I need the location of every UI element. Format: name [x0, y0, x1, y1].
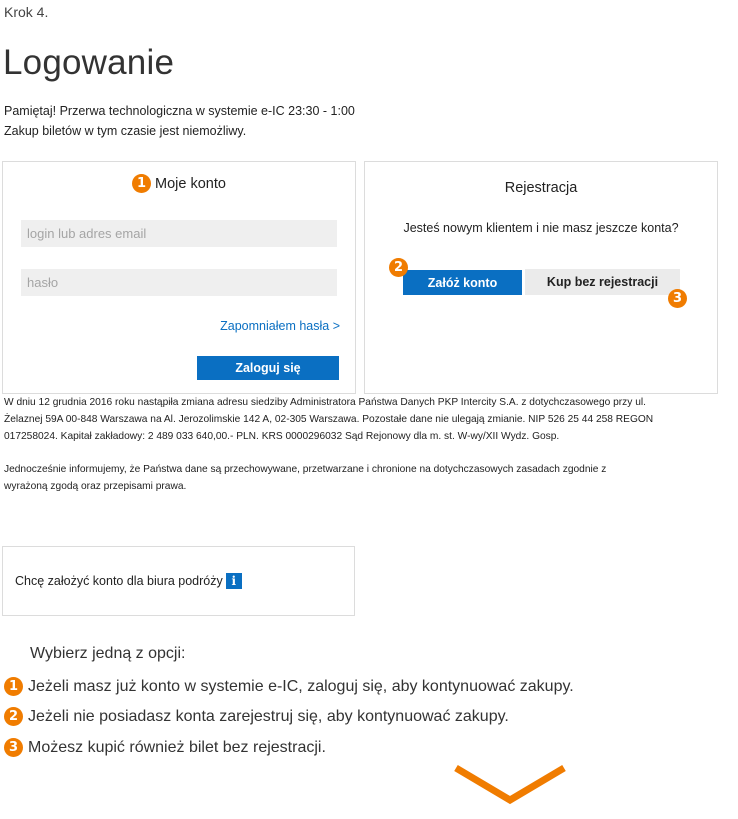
step-badge-1: 1 — [132, 174, 151, 193]
registration-panel — [364, 161, 718, 394]
registration-question: Jesteś nowym klientem i nie masz jeszcze konta? — [403, 221, 679, 235]
option-item — [4, 738, 326, 757]
legal-line: 017258024. Kapitał zakładowy: 2 489 033 640,00.- PLN. KRS 0000296032 Sąd Rejonowy dla m. st. W-wy/XII Wydz. Gosp. — [4, 431, 560, 442]
registration-title: Rejestracja — [504, 180, 578, 196]
buy-without-registration-button[interactable]: Kup bez rejestracji — [525, 269, 680, 295]
options-title: Wybierz jedną z opcji: — [30, 645, 186, 662]
legal-line: W dniu 12 grudnia 2016 roku nastąpiła zmiana adresu siedziby Administratora Państwa Danych PKP Intercity S.A. z dotychczasowego przy ul. — [4, 397, 646, 408]
option-text: Możesz kupić również bilet bez rejestracji. — [28, 738, 326, 756]
notice-line-2: Zakup biletów w tym czasie jest niemożliwy. — [4, 124, 247, 138]
travel-agency-panel[interactable] — [2, 546, 355, 616]
password-input[interactable] — [21, 269, 337, 296]
option-badge-1: 1 — [4, 677, 23, 696]
travel-agency-label[interactable]: Chcę założyć konto dla biura podróży — [15, 574, 223, 588]
login-header — [3, 174, 355, 193]
notice-line-1: Pamiętaj! Przerwa technologiczna w systemie e-IC 23:30 - 1:00 — [4, 104, 355, 118]
maintenance-notice — [4, 101, 355, 141]
legal-line: Jednocześnie informujemy, że Państwa dane są przechowywane, przetwarzane i chronione na dotychczasowych zasadach zgodnie z — [4, 464, 607, 475]
option-text: Jeżeli masz już konto w systemie e-IC, zaloguj się, aby kontynuować zakupy. — [28, 677, 574, 695]
option-text: Jeżeli nie posiadasz konta zarejestruj się, aby kontynuować zakupy. — [28, 707, 509, 725]
option-item — [4, 677, 574, 696]
legal-notice-address — [4, 394, 716, 445]
info-icon[interactable]: i — [226, 573, 242, 589]
page-title: Logowanie — [3, 43, 175, 82]
login-title: Moje konto — [155, 175, 226, 192]
login-email-input[interactable] — [21, 220, 337, 247]
login-panel — [2, 161, 356, 394]
legal-line: Żelaznej 59A 00-848 Warszawa na Al. Jerozolimskie 142 A, 02-305 Warszawa. Pozostałe dane nie ulegają zmianie. NIP 526 25 44 258 REGON — [4, 414, 654, 425]
step-label: Krok 4. — [4, 4, 49, 20]
option-item — [4, 707, 509, 726]
step-badge-3: 3 — [668, 289, 687, 308]
option-badge-3: 3 — [4, 738, 23, 757]
create-account-button[interactable]: Załóż konto — [403, 270, 522, 295]
legal-notice-data — [4, 461, 716, 495]
step-badge-2: 2 — [389, 258, 408, 277]
chevron-down-icon[interactable] — [452, 764, 568, 806]
option-badge-2: 2 — [4, 707, 23, 726]
forgot-password-link[interactable]: Zapomniałem hasła > — [220, 319, 340, 333]
login-button[interactable]: Zaloguj się — [197, 356, 339, 380]
legal-line: wyrażoną zgodą oraz przepisami prawa. — [4, 481, 187, 492]
